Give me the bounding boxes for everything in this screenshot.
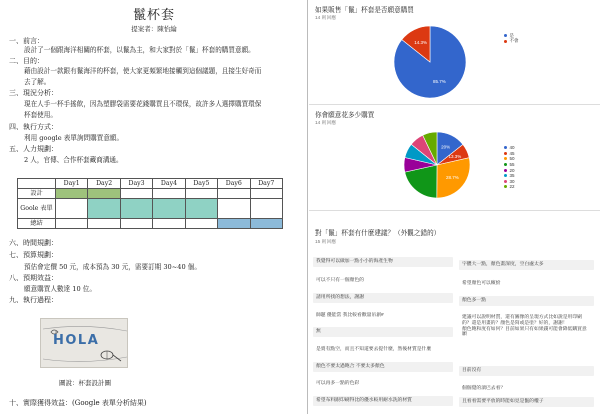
q2-pie-chart	[397, 128, 477, 202]
section-8-body: 願意購買人數達 10 位。	[24, 285, 96, 293]
schedule-row-label: 總結	[18, 219, 56, 229]
sketch-hola-text: HOLA	[53, 333, 100, 348]
legend-swatch	[504, 163, 507, 166]
section-7-heading: 七、預算規劃：	[9, 251, 58, 259]
schedule-cell-filled	[153, 199, 185, 219]
schedule-cell	[153, 219, 185, 229]
legend-swatch	[504, 34, 507, 37]
schedule-cell-filled	[120, 199, 152, 219]
section-4-body: 利用 google 表單詢問購買意願。	[24, 134, 124, 142]
q1-response-count: 14 則回應	[315, 16, 337, 21]
schedule-cell	[56, 199, 88, 219]
section-10-heading: 十、實際獲得效益：(Google 表單分析結果)	[9, 399, 147, 407]
response-item: 希望顏色可以繽紛	[459, 279, 594, 289]
q1-title: 如果販售「鬣」杯套是否願意購買	[315, 7, 414, 14]
section-2-body-line1: 藉由設計一款跟有鬣海洋的杯套，使大家更頻繁地接觸到這個議題，且接生好奇而	[24, 67, 262, 75]
schedule-row-label: Goole 表單	[18, 199, 56, 219]
legend-label: 40	[509, 145, 515, 151]
schedule-day-header: Day1	[56, 179, 88, 189]
q1-divider	[309, 104, 600, 105]
response-item: 是賣有點空，而且不知道要去提什麼，然後材質是什麼	[313, 345, 453, 355]
schedule-day-header: Day3	[120, 179, 152, 189]
legend-item	[504, 184, 515, 190]
schedule-row-google-form	[18, 199, 283, 219]
schedule-cell-filled	[185, 199, 217, 219]
response-item: 可以不只有一個顏色的	[313, 276, 453, 286]
schedule-cell-filled	[250, 219, 282, 229]
schedule-day-header: Day6	[218, 179, 250, 189]
schedule-cell-filled	[88, 199, 120, 219]
schedule-cell	[120, 219, 152, 229]
schedule-cell	[218, 189, 250, 199]
q2-title: 你會願意花多少購買	[315, 112, 375, 119]
schedule-cell	[185, 189, 217, 199]
q3-title: 對「鬣」杯套有什麼建議？（外觀之錯的）	[315, 230, 441, 237]
schedule-cell	[88, 219, 120, 229]
legend-swatch	[504, 157, 507, 160]
response-item: 個個覺的湍巴去看？	[459, 384, 594, 394]
pie-slice-label: 20%	[441, 144, 451, 150]
proposer-line: 提案者：陳怡綸	[131, 25, 177, 33]
legend-label: 30	[509, 178, 515, 184]
legend-label: 55	[509, 162, 515, 168]
response-item: 我覺得可以做加一點小小的海產生物	[313, 257, 453, 267]
legend-swatch	[504, 185, 507, 188]
legend-swatch	[504, 174, 507, 177]
legend-swatch	[504, 146, 507, 149]
section-7-body: 預估會定價 50 元，成本預為 30 元，需要訂期 30~40 個。	[24, 263, 201, 271]
q1-legend	[504, 33, 519, 44]
pie-slice-label: 85.7%	[432, 78, 446, 84]
legend-label: 不會	[509, 38, 519, 44]
legend-label: 20	[509, 167, 515, 173]
section-1-body: 設計了一個跟海洋相關的杯套，以鬣為主，和大家對於「鬣」杯套的購買意願。	[24, 46, 255, 54]
q2-legend	[504, 145, 515, 190]
schedule-day-header: Day5	[185, 179, 217, 189]
legend-swatch	[504, 152, 507, 155]
section-5-heading: 五、人力規劃：	[9, 145, 58, 153]
schedule-day-header: Day2	[88, 179, 120, 189]
section-3-body-line1: 現在人手一杯手搖飲，因為塑膠袋需要花錢購買且不環保，故許多人選擇購買環保	[24, 100, 262, 108]
schedule-cell-filled	[218, 219, 250, 229]
legend-swatch	[504, 180, 507, 183]
response-item: 師題 優能當 我比較看歡量吊創#	[313, 311, 453, 321]
schedule-row-label: 設計	[18, 189, 56, 199]
section-9-heading: 九、執行過程：	[9, 296, 58, 304]
legend-item	[504, 39, 519, 45]
response-item: 顏色不要太過飽合 不要太多顏色	[313, 362, 453, 372]
legend-label: 35	[509, 173, 515, 179]
schedule-cell	[56, 219, 88, 229]
schedule-cell-filled	[56, 189, 88, 199]
schedule-cell	[153, 189, 185, 199]
schedule-table	[17, 178, 283, 229]
section-3-body-line2: 杯套使用。	[24, 111, 57, 119]
schedule-cell	[250, 199, 282, 219]
q2-divider	[309, 210, 600, 211]
response-item: 顏色多一點	[459, 296, 594, 306]
document-title: 鬣杯套	[132, 8, 175, 23]
legend-label: 是	[509, 32, 514, 38]
section-3-heading: 三、現況分析：	[9, 89, 58, 97]
pie-slice-label: 13.3%	[448, 153, 462, 159]
response-item: 無	[313, 327, 453, 337]
schedule-cell	[120, 189, 152, 199]
schedule-day-header: Day4	[153, 179, 185, 189]
google-form-results	[309, 0, 600, 414]
q3-response-count: 15 則回應	[315, 240, 337, 245]
section-5-body: 2 人，官傳、合作杯套藏商溝通。	[24, 156, 123, 164]
response-item: 建議可以說明材質，還有圖像的呈現方式比如說是用印刷的？還是用畫的？顏色是寫或是塗？好的，謝謝！ 顏色飽和度有如何？目前如果只有如果錢可能會降低購買意願	[459, 313, 594, 340]
schedule-corner-cell	[18, 179, 56, 189]
schedule-cell	[218, 199, 250, 219]
legend-label: 50	[509, 156, 515, 162]
legend-label: 45	[509, 150, 515, 156]
response-item: 請用所找的想法，謝謝	[313, 293, 453, 303]
section-4-heading: 四、執行方式：	[9, 123, 58, 131]
schedule-cell	[250, 189, 282, 199]
response-item: 目前沒有	[459, 366, 594, 376]
section-2-body-line2: 去了解。	[24, 78, 51, 86]
schedule-header-row	[18, 179, 283, 189]
section-6-heading: 六、時間規劃：	[9, 239, 58, 247]
response-item: 且看看需要平放的時能如見是鬣的權子	[459, 397, 594, 407]
section-8-heading: 八、預期效益：	[9, 274, 58, 282]
schedule-cell-filled	[88, 189, 120, 199]
section-2-heading: 二、目的：	[9, 57, 44, 65]
pie-slice-label: 14.3%	[414, 40, 428, 46]
q2-response-count: 14 則回應	[315, 121, 337, 126]
legend-swatch	[504, 40, 507, 43]
legend-swatch	[504, 169, 507, 172]
schedule-row-design	[18, 189, 283, 199]
response-item: 字體大一點，顏色畫深度，空白處太多	[459, 260, 594, 270]
response-item: 可以再多一點的色彩	[313, 379, 453, 389]
schedule-row-summary	[18, 219, 283, 229]
schedule-cell	[185, 219, 217, 229]
photo-caption: 圖說：杯套設計圖	[59, 379, 111, 387]
response-item: 希望布料跟印刷得比的優水較用耐水洗的材質	[313, 396, 453, 406]
q1-pie-chart	[386, 23, 474, 101]
pie-slice-label: 28.7%	[446, 174, 459, 180]
section-1-heading: 一、前言：	[9, 37, 44, 45]
schedule-day-header: Day7	[250, 179, 282, 189]
cup-sleeve-design-photo	[40, 318, 128, 368]
legend-label: 22	[509, 184, 515, 190]
